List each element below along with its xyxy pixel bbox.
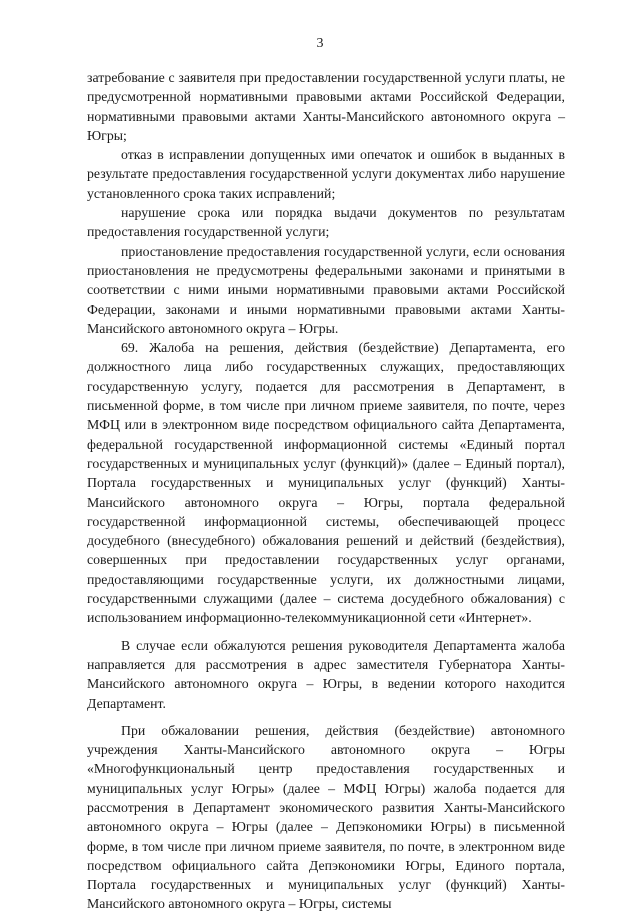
paragraph-delivery-violation: нарушение срока или порядка выдачи документов по результатам предоставления государственной услуги; <box>87 205 565 240</box>
paragraph-correction-refusal: отказ в исправлении допущенных ими опечаток и ошибок в выданных в результате предоставления государственной услуги документах либо нарушение установленного срока таких исправлений; <box>87 147 565 201</box>
page-number: 3 <box>316 36 324 51</box>
paragraph-head-appeal: В случае если обжалуются решения руководителя Департамента жалоба направляется для рассмотрения в адрес заместителя Губернатора Ханты-Мансийского автономного округа – Югры, в ведении которого находится Департамент. <box>87 637 565 711</box>
body-text <box>87 68 565 914</box>
paragraph-69-complaint: 69. Жалоба на решения, действия (бездействие) Департамента, его должностного лица либо государственных служащих, предоставляющих государственную услугу, подается для рассмотрения в Департамент, в письменной форме, в том числе при личном приеме заявителя, по почте, через МФЦ или в электронном виде посредством официального сайта Департамента, федеральной государственной информационной системы «Единый портал государственных и муниципальных услуг (функций)» (далее – Единый портал), Портала государственных и муниципальных услуг (функций) Ханты-Мансийского автономного округа – Югры, портала федеральной государственной информационной системы, обеспечивающей процесс досудебного (внесудебного) обжалования решений и действий (бездействия), совершенных при предоставлении государственных услуг органами, предоставляющими государственные услуги, их должностными лицами, государственными служащими (далее – система досудебного обжалования) с использованием информационно-телекоммуникационной сети «Интернет». <box>87 340 565 626</box>
paragraph-suspension: приостановление предоставления государственной услуги, если основания приостановления не предусмотрены федеральными законами и принятыми в соответствии с ними иными нормативными правовыми актами Российской Федерации, законами и иными нормативными правовыми актами Ханты-Мансийского автономного округа – Югры. <box>87 243 565 336</box>
paragraph-mfc-appeal: При обжаловании решения, действия (бездействие) автономного учреждения Ханты-Мансийского автономного округа – Югры «Многофункциональный центр предоставления государственных и муниципальных услуг Югры» (далее – МФЦ Югры) жалоба подается для рассмотрения в Департамент экономического развития Ханты-Мансийского автономного округа – Югры (далее – Депэкономики Югры) в письменной форме, в том числе при личном приеме заявителя, по почте, в электронном виде посредством официального сайта Депэкономики Югры, Единого портала, Портала государственных и муниципальных услуг (функций) Ханты-Мансийского автономного округа – Югры, системы <box>87 722 565 912</box>
paragraph-fee-demand: затребование с заявителя при предоставлении государственной услуги платы, не предусмотренной нормативными правовыми актами Российской Федерации, нормативными правовыми актами Ханты-Мансийского автономного округа – Югры; <box>87 70 565 143</box>
